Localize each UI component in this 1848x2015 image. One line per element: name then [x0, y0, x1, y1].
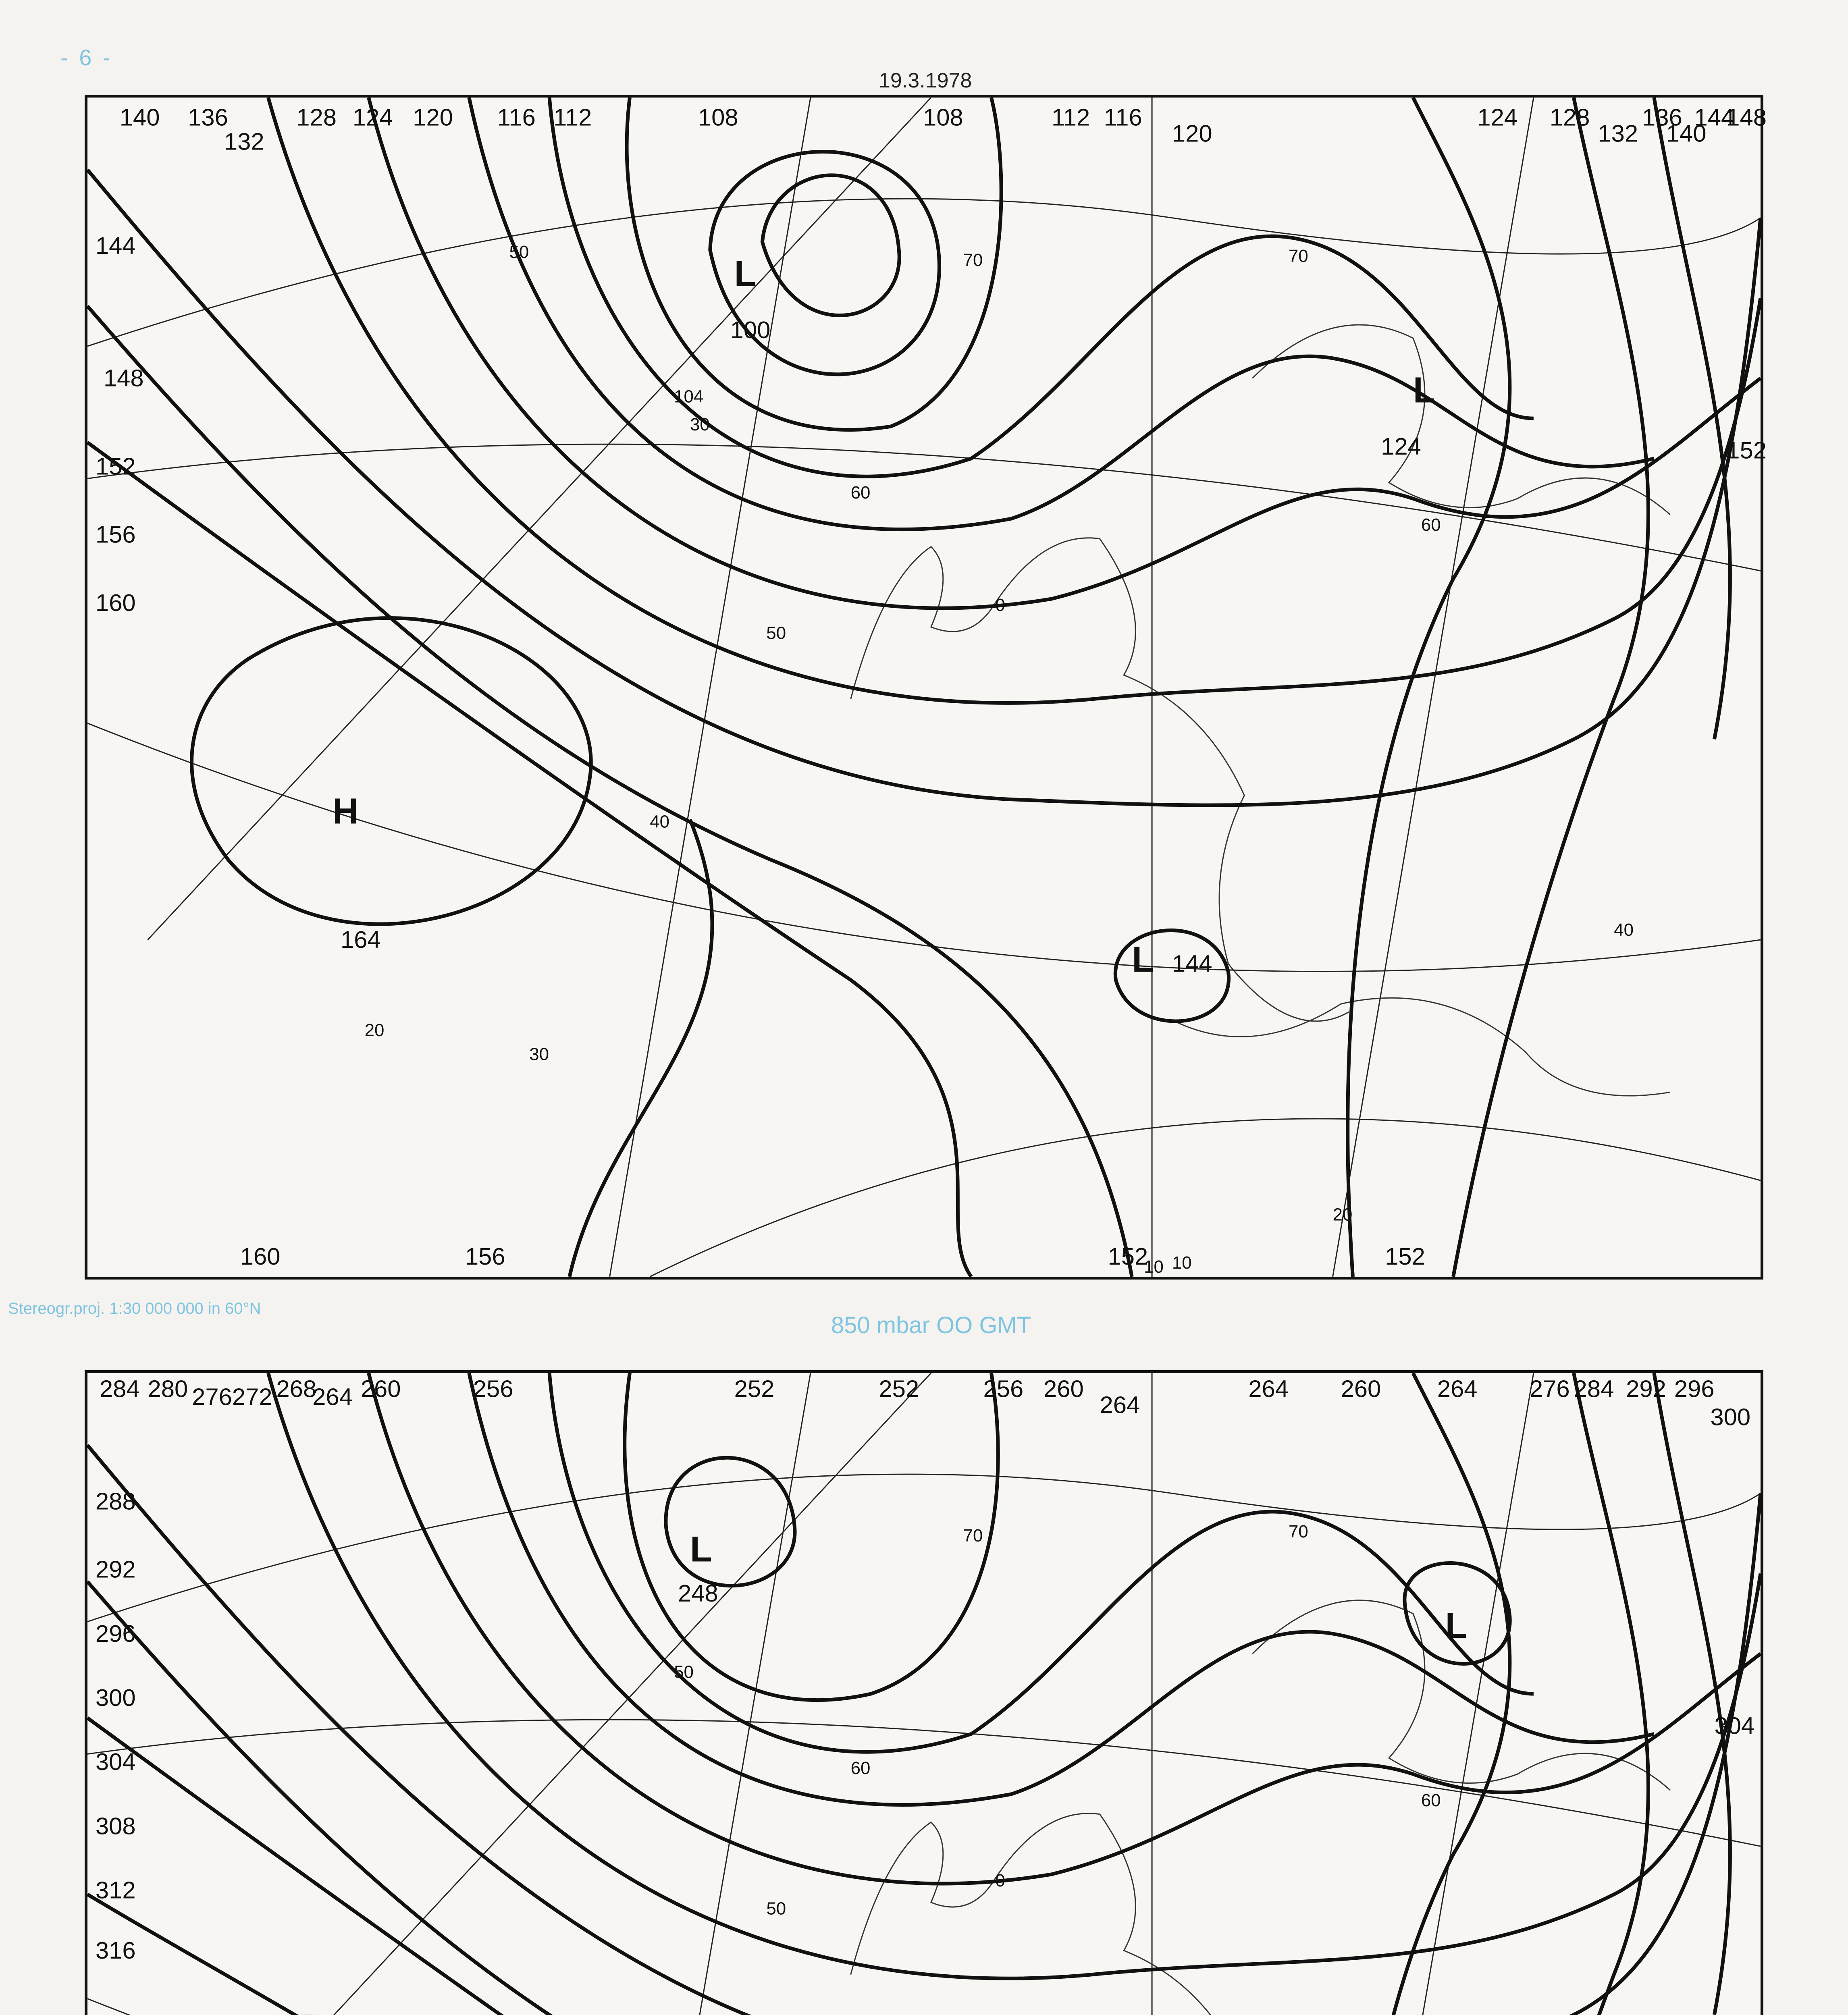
- contour-labels: [365, 1522, 1634, 2015]
- border-label: 116: [1104, 104, 1142, 131]
- weather-map-850mbar: [87, 98, 1767, 1277]
- lat-label: 70: [1288, 246, 1308, 266]
- border-label: 112: [553, 104, 592, 131]
- border-labels: [96, 104, 1767, 1270]
- border-label: 300: [95, 1684, 136, 1711]
- border-label: 260: [1044, 1375, 1084, 1402]
- border-label: 108: [698, 104, 738, 131]
- contour-label: 70: [963, 1526, 983, 1546]
- projection-note: Stereogr.proj. 1:30 000 000 in 60°N: [8, 1300, 261, 1317]
- border-label: 148: [1726, 104, 1767, 131]
- page-date: 19.3.1978: [879, 69, 972, 92]
- border-label: 260: [360, 1375, 401, 1402]
- border-label: 276: [1529, 1375, 1570, 1402]
- lon-label: 0: [995, 595, 1005, 615]
- border-label: 144: [1694, 104, 1735, 131]
- border-label: 148: [103, 364, 144, 392]
- lat-label: 50: [766, 623, 786, 643]
- contour-label: 20: [1332, 1205, 1353, 1225]
- contour-label: 60: [850, 1758, 871, 1778]
- low-center-marker: L: [734, 253, 757, 294]
- border-label: 284: [99, 1375, 140, 1402]
- border-label: 308: [95, 1812, 136, 1840]
- low-center-marker: L: [1413, 370, 1435, 410]
- border-label: 124: [1477, 104, 1518, 131]
- isobars: [87, 98, 1761, 1277]
- border-label: 268: [276, 1375, 317, 1402]
- contour-label: 50: [509, 242, 529, 262]
- contour-label: 104: [674, 386, 704, 407]
- border-label: 112: [1051, 104, 1090, 131]
- lon-label: 10: [1172, 1253, 1192, 1273]
- border-label: 144: [95, 232, 136, 260]
- lat-label: 20: [364, 1020, 385, 1040]
- border-label: 108: [923, 104, 963, 131]
- border-label: 296: [1674, 1375, 1715, 1402]
- border-label: 288: [95, 1487, 136, 1515]
- lat-label: 30: [529, 1044, 549, 1064]
- border-label: 156: [465, 1243, 505, 1270]
- border-label: 252: [734, 1375, 775, 1402]
- border-label: 120: [1172, 120, 1212, 147]
- border-label: 132: [1598, 120, 1638, 147]
- contour-label: 50: [766, 1899, 786, 1919]
- border-label: 256: [983, 1375, 1024, 1402]
- contour-label: 70: [963, 250, 983, 270]
- border-label: 264: [1248, 1375, 1289, 1402]
- lat-label: 70: [1288, 1522, 1308, 1542]
- contour-label: 30: [690, 415, 710, 435]
- border-label: 132: [224, 128, 264, 155]
- lat-label: 60: [1421, 1790, 1441, 1810]
- border-label: 304: [95, 1748, 136, 1776]
- border-label: 260: [1341, 1375, 1381, 1402]
- border-label: 160: [240, 1243, 281, 1270]
- border-label: 128: [1549, 104, 1590, 131]
- border-label: 120: [413, 104, 453, 131]
- map-panel-850mbar: [85, 95, 1767, 1280]
- lat-label: 50: [674, 1662, 694, 1682]
- center-value-label: 100: [730, 316, 771, 344]
- lat-label: 60: [1421, 515, 1441, 535]
- lat-label: 40: [650, 812, 670, 832]
- border-label: 124: [352, 104, 393, 131]
- isobars: [87, 1373, 1761, 2015]
- border-label: 160: [95, 589, 136, 616]
- border-label: 136: [1642, 104, 1682, 131]
- border-label: 256: [473, 1375, 513, 1402]
- border-label: 316: [95, 1936, 136, 1964]
- lon-label: 0: [995, 1870, 1005, 1890]
- border-label: 128: [296, 104, 337, 131]
- border-label: 152: [1108, 1243, 1148, 1270]
- border-label: 264: [1100, 1391, 1140, 1419]
- high-center-marker: H: [332, 791, 359, 831]
- border-label: 264: [1437, 1375, 1478, 1402]
- border-label: 304: [1714, 1712, 1755, 1739]
- coastline: [851, 1600, 1670, 2015]
- low-center-marker: L: [690, 1529, 712, 1569]
- map-caption-850mbar: 850 mbar OO GMT: [831, 1312, 1031, 1338]
- border-label: 264: [312, 1383, 353, 1410]
- border-label: 136: [188, 104, 228, 131]
- border-label: 152: [1726, 436, 1767, 464]
- border-label: 276: [192, 1383, 232, 1410]
- pressure-centers: [288, 1529, 1467, 2015]
- border-label: 140: [119, 104, 160, 131]
- border-label: 280: [148, 1375, 188, 1402]
- border-label: 292: [95, 1556, 136, 1583]
- border-label: 140: [1666, 120, 1707, 147]
- center-value-label: 144: [1172, 950, 1212, 977]
- border-label: 272: [232, 1383, 272, 1410]
- border-label: 116: [497, 104, 536, 131]
- contour-label: 60: [850, 483, 871, 503]
- weather-map-700mbar: [87, 1373, 1761, 2015]
- center-value-label: 164: [340, 926, 381, 953]
- graticule: [87, 98, 1761, 1277]
- contour-label: 40: [1614, 920, 1634, 940]
- border-label: 156: [95, 521, 136, 548]
- border-label: 292: [1626, 1375, 1666, 1402]
- border-label: 152: [1385, 1243, 1425, 1270]
- border-label: 284: [1574, 1375, 1614, 1402]
- low-center-marker: L: [1445, 1605, 1468, 1645]
- page-number: - 6 -: [60, 45, 113, 70]
- border-label: 252: [879, 1375, 919, 1402]
- border-labels: [96, 1375, 1754, 2015]
- contour-label: 10: [1144, 1257, 1164, 1277]
- border-label: 152: [95, 453, 136, 480]
- border-label: 296: [95, 1620, 136, 1647]
- center-value-label: 124: [1381, 432, 1421, 460]
- border-label: 312: [95, 1876, 136, 1904]
- contour-labels: [365, 242, 1634, 1277]
- border-label: 300: [1710, 1403, 1751, 1431]
- center-value-label: 248: [678, 1580, 718, 1607]
- low-center-marker: L: [1132, 939, 1154, 980]
- map-panel-700mbar: [85, 1370, 1763, 2015]
